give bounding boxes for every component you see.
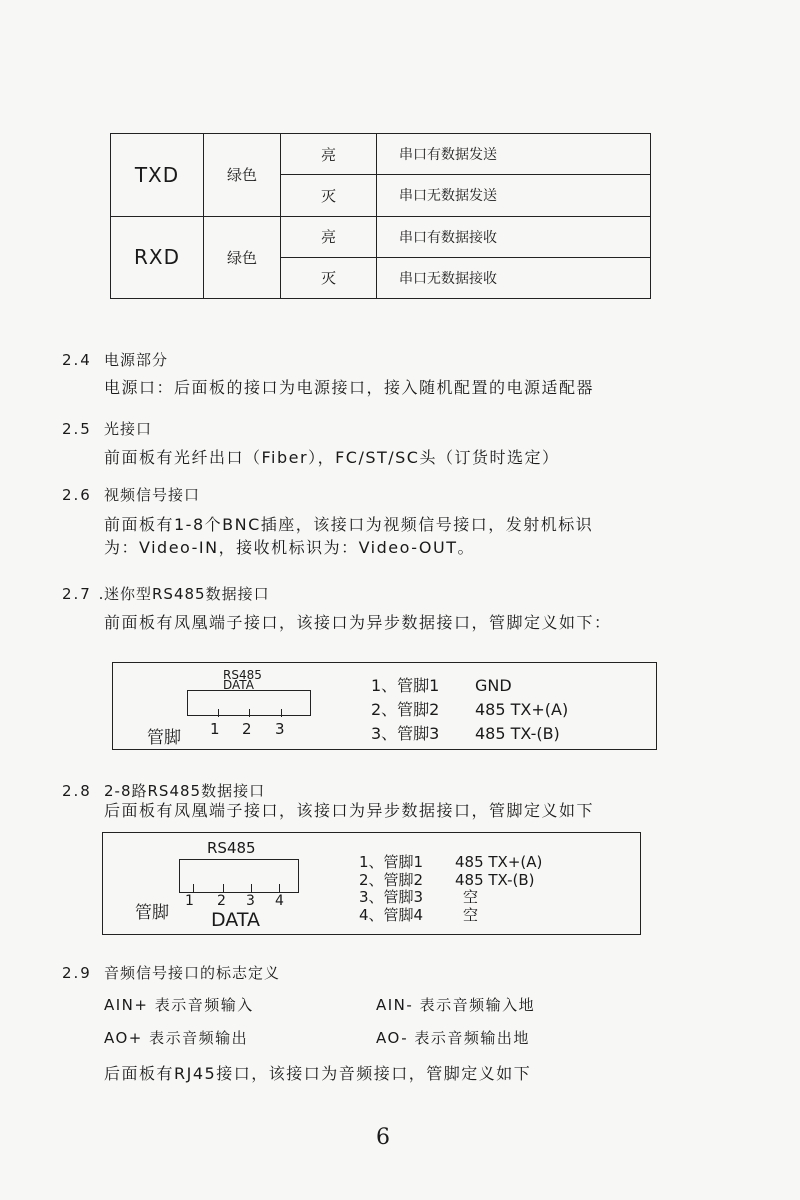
audio-desc: 表示音频输入地 bbox=[419, 996, 536, 1014]
section-2-6-body-line1: 前面板有1-8个BNC插座，该接口为视频信号接口，发射机标识 bbox=[104, 515, 594, 534]
signal-cell: RXD bbox=[111, 216, 204, 299]
section-2-9-heading bbox=[62, 962, 280, 983]
audio-key: AIN- bbox=[376, 996, 414, 1014]
pin-tick bbox=[281, 709, 282, 717]
pin-value: GND bbox=[475, 676, 512, 695]
page-number: 6 bbox=[376, 1125, 390, 1150]
state-cell: 灭 bbox=[281, 257, 377, 298]
section-number: 2.7 . bbox=[62, 585, 106, 603]
desc-cell: 串口有数据发送 bbox=[377, 134, 651, 175]
section-title: 电源部分 bbox=[104, 351, 169, 369]
pin-name: 1、管脚1 bbox=[359, 853, 424, 871]
pin-definition-row bbox=[371, 697, 568, 720]
audio-def-ao-plus bbox=[104, 1027, 248, 1048]
section-title: 迷你型RS485数据接口 bbox=[104, 585, 270, 603]
connector-label-rs485: RS485 bbox=[207, 839, 256, 857]
pin-definition-row bbox=[371, 721, 560, 744]
pin-value: 485 TX-(B) bbox=[455, 871, 535, 889]
led-status-table bbox=[110, 133, 651, 299]
desc-cell: 串口无数据发送 bbox=[377, 175, 651, 216]
connector-label-rs485: RS485 bbox=[223, 668, 262, 682]
pin-number: 3 bbox=[275, 720, 285, 738]
pin-number: 1 bbox=[210, 720, 220, 738]
state-cell: 亮 bbox=[281, 216, 377, 257]
pin-tick bbox=[193, 884, 194, 892]
pin-definition-row bbox=[359, 904, 478, 925]
section-title: 音频信号接口的标志定义 bbox=[104, 964, 281, 982]
section-2-7-body: 前面板有凤凰端子接口，该接口为异步数据接口，管脚定义如下： bbox=[104, 613, 612, 632]
audio-key: AO+ bbox=[104, 1029, 143, 1047]
rs485-pinout-diagram-mini bbox=[112, 662, 657, 750]
pin-label: 管脚 bbox=[147, 728, 181, 748]
pin-number: 1 bbox=[185, 893, 194, 909]
audio-def-ain-plus bbox=[104, 994, 254, 1015]
audio-desc: 表示音频输入 bbox=[154, 996, 254, 1014]
section-2-5-body: 前面板有光纤出口（Fiber），FC/ST/SC头（订货时选定） bbox=[104, 448, 560, 467]
pin-number: 2 bbox=[242, 720, 252, 738]
desc-cell: 串口无数据接收 bbox=[377, 257, 651, 298]
pin-tick bbox=[249, 709, 250, 717]
pin-value: 空 bbox=[463, 888, 479, 906]
signal-cell: TXD bbox=[111, 134, 204, 217]
pin-tick bbox=[223, 884, 224, 892]
section-2-6-heading bbox=[62, 484, 200, 505]
section-2-4-body: 电源口：后面板的接口为电源接口，接入随机配置的电源适配器 bbox=[104, 378, 595, 397]
audio-key: AO- bbox=[376, 1029, 409, 1047]
section-title: 2-8路RS485数据接口 bbox=[104, 782, 266, 800]
pin-name: 3、管脚3 bbox=[371, 724, 440, 743]
pin-tick bbox=[218, 709, 219, 717]
terminal-block-connector bbox=[179, 859, 299, 893]
connector-label-data: DATA bbox=[223, 678, 254, 692]
audio-key: AIN+ bbox=[104, 996, 149, 1014]
section-2-6-body-line2: 为：Video-IN，接收机标识为：Video-OUT。 bbox=[104, 538, 476, 557]
section-title: 光接口 bbox=[104, 420, 153, 438]
section-2-4-heading bbox=[62, 349, 168, 370]
pin-name: 3、管脚3 bbox=[359, 888, 424, 906]
pin-number: 4 bbox=[275, 893, 284, 909]
pin-number: 3 bbox=[246, 893, 255, 909]
pin-number: 2 bbox=[217, 893, 226, 909]
desc-cell: 串口有数据接收 bbox=[377, 216, 651, 257]
state-cell: 灭 bbox=[281, 175, 377, 216]
color-cell: 绿色 bbox=[204, 216, 281, 299]
pin-tick bbox=[251, 884, 252, 892]
pin-tick bbox=[279, 884, 280, 892]
pin-label: 管脚 bbox=[135, 903, 169, 923]
rs485-pinout-diagram-multi bbox=[102, 832, 641, 935]
section-2-5-heading bbox=[62, 418, 152, 439]
section-number: 2.6 bbox=[62, 486, 92, 504]
section-number: 2.5 bbox=[62, 420, 92, 438]
section-number: 2.8 bbox=[62, 782, 92, 800]
section-number: 2.4 bbox=[62, 351, 92, 369]
pin-name: 1、管脚1 bbox=[371, 676, 440, 695]
section-number: 2.9 bbox=[62, 964, 92, 982]
audio-def-ao-minus bbox=[376, 1027, 530, 1048]
pin-value: 485 TX+(A) bbox=[475, 700, 569, 719]
pin-value: 485 TX+(A) bbox=[455, 853, 543, 871]
audio-rj45-text: 后面板有RJ45接口，该接口为音频接口，管脚定义如下 bbox=[104, 1064, 532, 1083]
color-cell: 绿色 bbox=[204, 134, 281, 217]
audio-desc: 表示音频输出 bbox=[149, 1029, 249, 1047]
pin-name: 2、管脚2 bbox=[371, 700, 440, 719]
pin-name: 2、管脚2 bbox=[359, 871, 424, 889]
audio-def-ain-minus bbox=[376, 994, 535, 1015]
pin-value: 485 TX-(B) bbox=[475, 724, 560, 743]
section-2-7-heading bbox=[62, 583, 270, 604]
section-2-8-body: 后面板有凤凰端子接口，该接口为异步数据接口，管脚定义如下 bbox=[104, 801, 595, 820]
pin-definition-row bbox=[371, 673, 512, 696]
section-title: 视频信号接口 bbox=[104, 486, 201, 504]
pin-value: 空 bbox=[463, 906, 479, 924]
connector-label-data: DATA bbox=[211, 909, 260, 931]
audio-desc: 表示音频输出地 bbox=[414, 1029, 530, 1047]
pin-name: 4、管脚4 bbox=[359, 906, 424, 924]
state-cell: 亮 bbox=[281, 134, 377, 175]
